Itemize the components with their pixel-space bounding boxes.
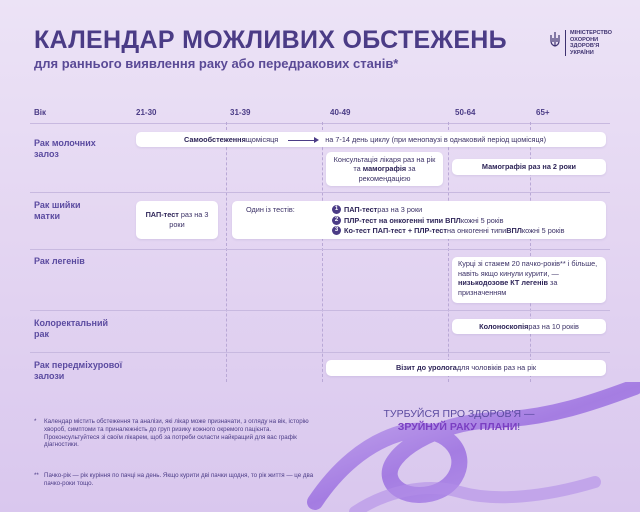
colorectal-colonoscopy-box: Колоноскопія раз на 10 років xyxy=(452,319,606,334)
self-exam-bold: Самообстеження xyxy=(184,134,246,144)
age-group-40-49: 40-49 xyxy=(330,108,351,117)
column-divider xyxy=(226,122,227,382)
row-label-lung: Рак легенів xyxy=(34,256,85,266)
breast-consult-box: Консультація лікаря раз на рік та мамографія за рекомендацією xyxy=(326,152,443,186)
slogan: ТУРБУЙСЯ ПРО ЗДОРОВ'Я — ЗРУЙНУЙ РАКУ ПЛАНИ! xyxy=(383,408,535,433)
prostate-urologist-box: Візит до уролога для чоловіків раз на рік xyxy=(326,360,606,376)
age-group-50-64: 50-64 xyxy=(455,108,476,117)
column-divider xyxy=(448,122,449,382)
trident-icon xyxy=(550,32,560,48)
age-group-65-plus: 65+ xyxy=(536,108,550,117)
ministry-name: МІНІСТЕРСТВО ОХОРОНИ ЗДОРОВ'Я УКРАЇНИ xyxy=(565,30,617,56)
self-exam-note: на 7-14 день циклу (при менопаузі в однаковий період щомісяця) xyxy=(325,134,547,144)
one-of-tests-label: Один із тестів: xyxy=(246,205,295,214)
footnote-2: ** Пачко-рік — рік куріння по пачці на день. Якщо курити дві пачки щодня, то рік життя — це два пачко-роки тощо. xyxy=(34,472,314,487)
footnote-1: * Календар містить обстеження та аналізи, які лікар може призначати, з огляду на вік, історію хвороб, симптоми та приналежність до груп ризику кожного окремого пацієнта. Проконсультуйтеся зі своїм лікарем, щоб за потреби скласти найкращий для вас графік діагностики. xyxy=(34,418,309,449)
lung-ct-box: Курці зі стажем 20 пачко-років** і більше, навіть якщо кинули курити, — низькодозове КТ легенів за призначенням xyxy=(452,257,606,303)
cervix-option-1: 1 ПАП-тест раз на 3 роки xyxy=(332,205,565,215)
breast-self-exam-box xyxy=(136,132,606,147)
cervix-option-2: 2 ПЛР-тест на онкогенні типи ВПЛ кожні 5 років xyxy=(332,216,565,226)
cervix-options-box xyxy=(232,201,606,239)
ministry-logo xyxy=(550,30,617,56)
self-exam-text: щомісяця xyxy=(245,134,279,144)
cervix-pap-box: ПАП-тест раз на 3 роки xyxy=(136,201,218,239)
divider xyxy=(30,310,610,311)
cervix-option-3: 3 Ко-тест ПАП-тест + ПЛР-тест на онкогенні типи ВПЛ кожні 5 років xyxy=(332,226,565,236)
divider xyxy=(30,352,610,353)
row-label-cervix: Рак шийки матки xyxy=(34,200,81,221)
age-group-21-30: 21-30 xyxy=(136,108,157,117)
divider xyxy=(30,123,610,124)
page-subtitle: для раннього виявлення раку або передракових станів* xyxy=(34,56,399,71)
arrow-right-icon xyxy=(288,137,320,143)
row-label-prostate: Рак передміхурової залози xyxy=(34,360,123,381)
awareness-ribbon-icon xyxy=(295,382,640,512)
divider xyxy=(30,249,610,250)
row-label-colorectal: Колоректальний рак xyxy=(34,318,109,339)
age-group-31-39: 31-39 xyxy=(230,108,251,117)
column-divider xyxy=(322,122,323,382)
row-label-breast: Рак молочних залоз xyxy=(34,138,96,159)
page-title: КАЛЕНДАР МОЖЛИВИХ ОБСТЕЖЕНЬ xyxy=(34,26,507,54)
breast-mammography-box: Мамографія раз на 2 роки xyxy=(452,159,606,175)
age-label: Вік xyxy=(34,108,47,117)
divider xyxy=(30,192,610,193)
cervix-options-list xyxy=(332,205,565,237)
